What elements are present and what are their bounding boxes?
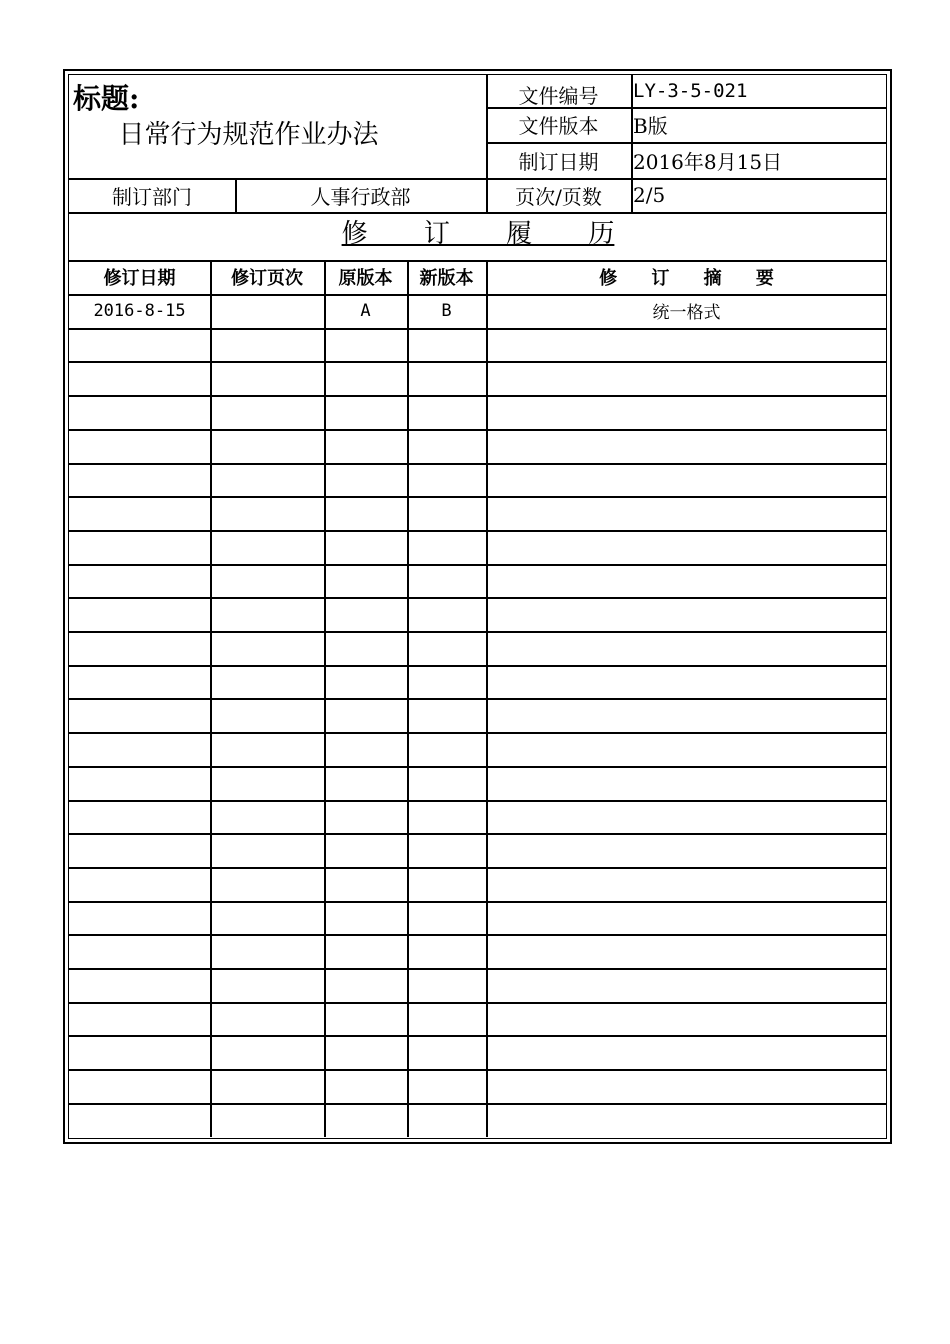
grid-line	[69, 665, 887, 667]
grid-line	[69, 934, 887, 936]
version-value: B版	[633, 114, 668, 138]
grid-line	[69, 361, 887, 363]
history-title: 修 订 履 历	[341, 218, 615, 249]
grid-line	[69, 429, 887, 431]
grid-line	[69, 968, 887, 970]
grid-line	[69, 867, 887, 869]
grid-line	[69, 901, 887, 903]
table-cell: B	[441, 300, 452, 321]
table-cell	[210, 294, 324, 328]
page-value: 2/5	[633, 183, 666, 207]
grid-line	[69, 732, 887, 734]
document-title: 日常行为规范作业办法	[118, 119, 379, 150]
grid-line	[69, 1069, 887, 1071]
table-cell: 2016-8-15	[93, 300, 186, 321]
grid-line	[69, 395, 887, 397]
grid-line	[69, 564, 887, 566]
grid-line	[69, 530, 887, 532]
grid-line	[69, 1002, 887, 1004]
grid-line	[69, 463, 887, 465]
grid-line	[69, 698, 887, 700]
page-label: 页次/页数	[515, 184, 602, 209]
table-cell: 统一格式	[652, 303, 721, 324]
document-frame	[63, 69, 892, 1144]
date-label: 制订日期	[518, 149, 599, 174]
grid-line	[69, 328, 887, 330]
grid-line	[69, 597, 887, 599]
document-inner-border	[68, 74, 887, 1139]
col-revision-page: 修订页次	[231, 268, 303, 289]
grid-line	[69, 496, 887, 498]
col-revision-summary: 修 订 摘 要	[599, 268, 774, 289]
doc-no-value: LY-3-5-021	[633, 80, 748, 102]
title-label: 标题:	[73, 82, 140, 115]
grid-line	[69, 833, 887, 835]
dept-value: 人事行政部	[310, 184, 411, 209]
col-new-version: 新版本	[419, 268, 474, 289]
grid-line	[69, 1103, 887, 1105]
version-label: 文件版本	[518, 114, 599, 138]
col-revision-date: 修订日期	[103, 268, 176, 289]
date-value: 2016年8月15日	[633, 149, 783, 174]
dept-label: 制订部门	[112, 184, 192, 209]
grid-line	[69, 800, 887, 802]
grid-line	[69, 631, 887, 633]
grid-line	[69, 1035, 887, 1037]
col-old-version: 原版本	[338, 268, 393, 289]
grid-line	[69, 766, 887, 768]
doc-no-label: 文件编号	[518, 83, 599, 107]
table-cell: A	[360, 300, 371, 321]
